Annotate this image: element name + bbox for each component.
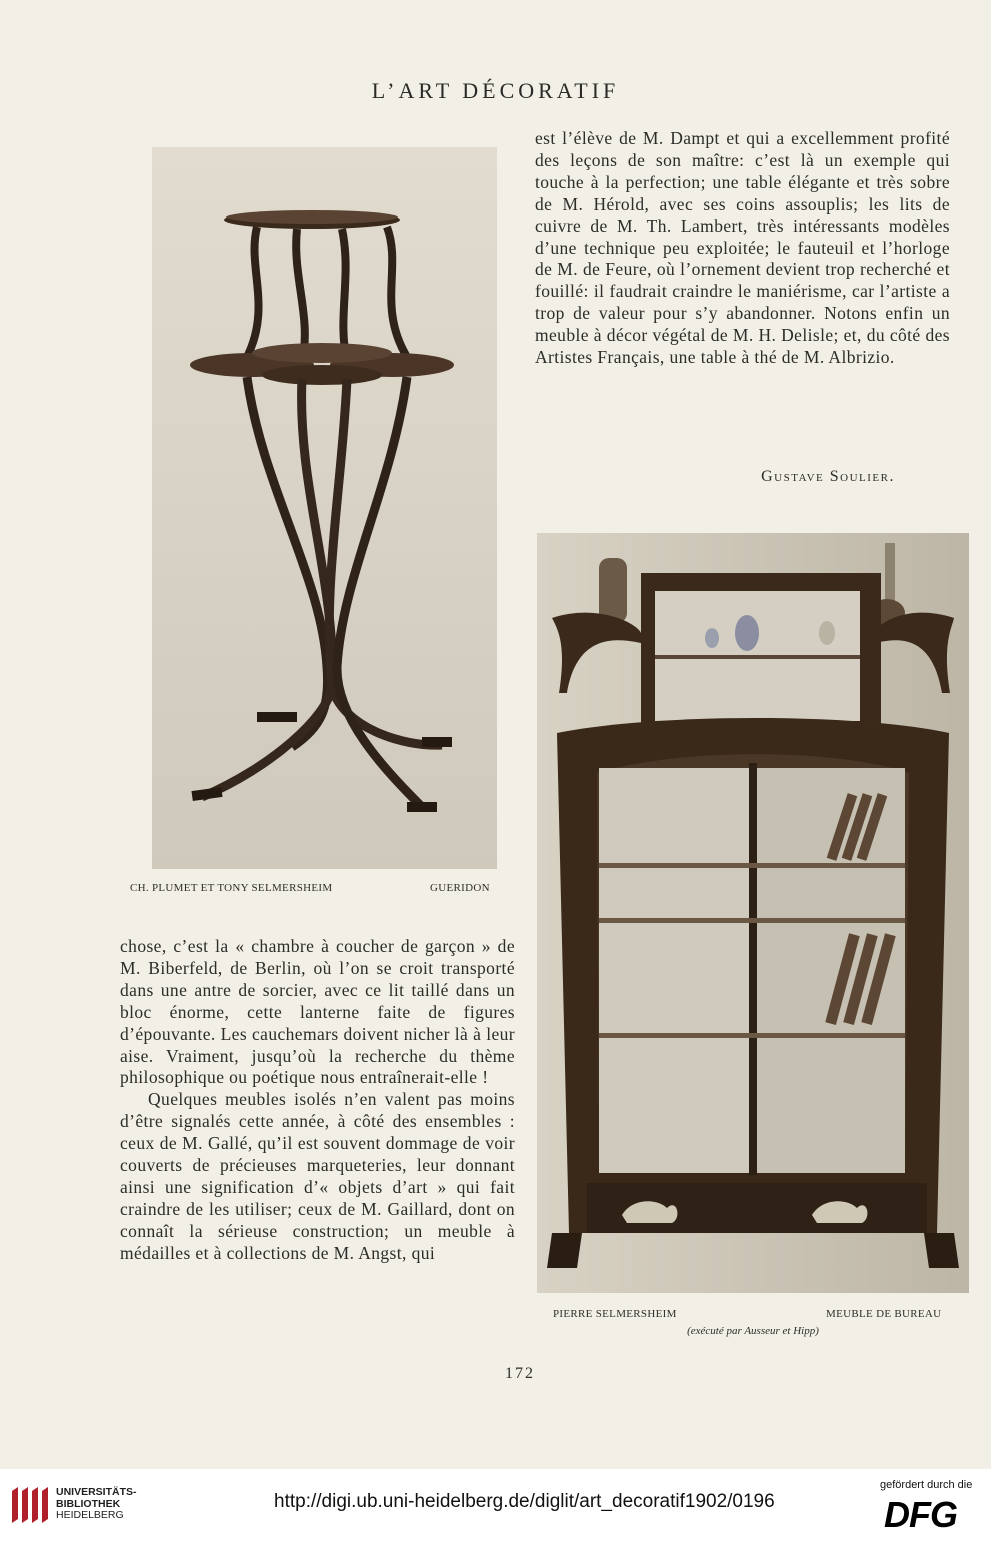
paragraph: est l’élève de M. Dampt et qui a excellemment profité des leçons de son maître: c’est là un exemple qui touche à la perfection; une table élégante et très sobre de M. Hérold, avec ses coins assouplis; les lits de cuivre de M. Th. Lambert, très intéressants modèles d’une technique peu exploitée; le fauteuil et l’horloge de M. de Feure, où l’ornement devient trop recherché et fouillé: il faudrait craindre le maniérisme, car l’artiste a trop de valeur pour s’y abandonner. Notons enfin un meuble à décor végétal de M. H. Delisle; et, du côté des Artistes Français, une table à thé de M. Albrizio. bbox=[535, 128, 950, 368]
library-name: UNIVERSITÄTS- BIBLIOTHEK HEIDELBERG bbox=[56, 1486, 137, 1521]
funding-label: gefördert durch die bbox=[880, 1479, 973, 1491]
meuble-caption-credit: (exécuté par Ausseur et Hipp) bbox=[687, 1325, 819, 1337]
footer-bar bbox=[0, 1469, 991, 1541]
meuble-caption-author: PIERRE SELMERSHEIM bbox=[553, 1308, 677, 1320]
left-column-text bbox=[120, 936, 515, 1265]
author-signature: Gustave Soulier. bbox=[761, 468, 895, 485]
right-column-text bbox=[535, 128, 950, 369]
running-title: L’ART DÉCORATIF bbox=[371, 78, 620, 103]
paragraph: chose, c’est la « chambre à coucher de garçon » de M. Biberfeld, de Berlin, où l’on se croit transporté dans une antre de sorcier, avec ce lit taillé dans un bloc énorme, cette lanterne faite de figures d’épouvante. Les cauchemars doivent nicher là à leur aise. Vraiment, jusqu’où la recherche du thème philosophique ou poétique nous entraînerait-elle ! bbox=[120, 936, 515, 1088]
library-logo-icon bbox=[8, 1483, 50, 1527]
paragraph: Quelques meubles isolés n’en valent pas moins d’être signalés cette année, à côté des ensembles : ceux de M. Gallé, qu’il est souvent dommage de voir couverts de précieuses marqueteries, leur donnant ainsi une signification d’« objets d’art » qui fait craindre de les utiliser; ceux de M. Gaillard, dont on connaît la sérieuse construction; un meuble à médailles et à collections de M. Angst, qui bbox=[120, 1089, 515, 1263]
dfg-logo: DFG bbox=[884, 1494, 957, 1535]
meuble-illustration bbox=[537, 533, 969, 1293]
gueridon-illustration bbox=[152, 147, 497, 869]
meuble-caption-title: MEUBLE DE BUREAU bbox=[826, 1308, 942, 1320]
meuble-photo bbox=[537, 533, 969, 1293]
source-url-link[interactable]: http://digi.ub.uni-heidelberg.de/diglit/art_decoratif1902/0196 bbox=[274, 1491, 775, 1512]
gueridon-caption-title: GUERIDON bbox=[430, 882, 490, 894]
gueridon-photo bbox=[152, 147, 497, 869]
gueridon-caption-author: CH. PLUMET ET TONY SELMERSHEIM bbox=[130, 882, 333, 894]
page-number: 172 bbox=[505, 1365, 535, 1382]
